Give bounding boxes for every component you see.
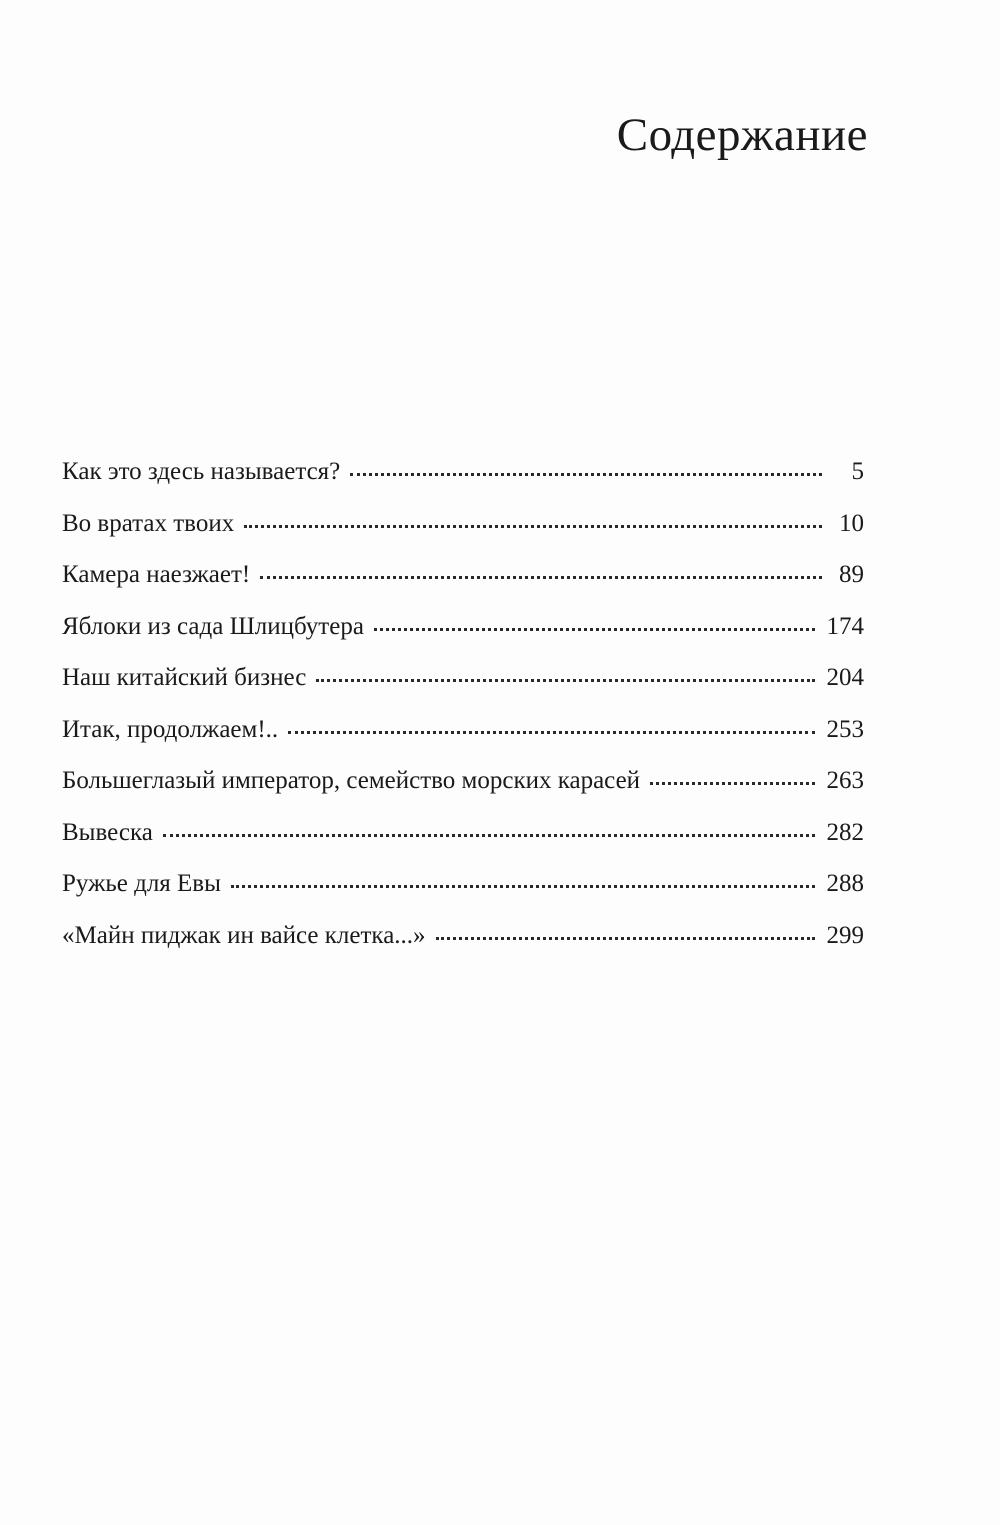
toc-entry-page: 174 <box>826 612 864 640</box>
toc-entry-page: 263 <box>826 767 864 794</box>
dot-leader <box>231 885 815 888</box>
toc-entry-title: Вывеска <box>62 818 153 846</box>
dot-leader <box>260 576 822 579</box>
toc-entry <box>62 819 864 871</box>
dot-leader <box>316 679 814 682</box>
toc-entry <box>62 922 864 974</box>
toc-entry-page: 5 <box>851 458 864 485</box>
toc-entry <box>62 767 864 819</box>
table-of-contents <box>62 458 864 973</box>
toc-entry-page: 282 <box>826 818 864 846</box>
toc-entry-page: 10 <box>839 509 864 537</box>
toc-entry <box>62 458 864 510</box>
toc-entry <box>62 664 864 716</box>
toc-entry-page: 253 <box>826 715 864 743</box>
dot-leader <box>374 628 815 631</box>
toc-entry <box>62 510 864 562</box>
toc-entry-title: Яблоки из сада Шлицбутера <box>62 612 364 640</box>
toc-entry-title: Камера наезжает! <box>62 561 251 588</box>
page-title: Содержание <box>616 109 868 161</box>
toc-entry <box>62 613 864 665</box>
toc-entry-page: 288 <box>826 870 864 897</box>
dot-leader <box>650 782 814 785</box>
toc-entry-page: 89 <box>839 561 864 588</box>
toc-entry <box>62 716 864 768</box>
toc-entry-title: Во вратах твоих <box>62 509 235 537</box>
toc-entry-title: Большеглазый император, семейство морских карасей <box>62 767 641 794</box>
toc-entry-title: Ружье для Евы <box>62 870 221 897</box>
toc-entry-title: Наш китайский бизнес <box>62 664 307 691</box>
toc-entry <box>62 870 864 922</box>
toc-entry-title: Как это здесь называется? <box>62 458 341 485</box>
dot-leader <box>436 937 815 940</box>
dot-leader <box>288 731 814 734</box>
dot-leader <box>163 834 815 837</box>
toc-entry <box>62 561 864 613</box>
dot-leader <box>244 525 822 528</box>
dot-leader <box>350 473 822 476</box>
toc-entry-title: Итак, продолжаем!.. <box>62 715 279 743</box>
toc-entry-title: «Майн пиджак ин вайсе клетка...» <box>62 921 426 949</box>
toc-entry-page: 204 <box>826 664 864 691</box>
toc-entry-page: 299 <box>826 921 864 949</box>
